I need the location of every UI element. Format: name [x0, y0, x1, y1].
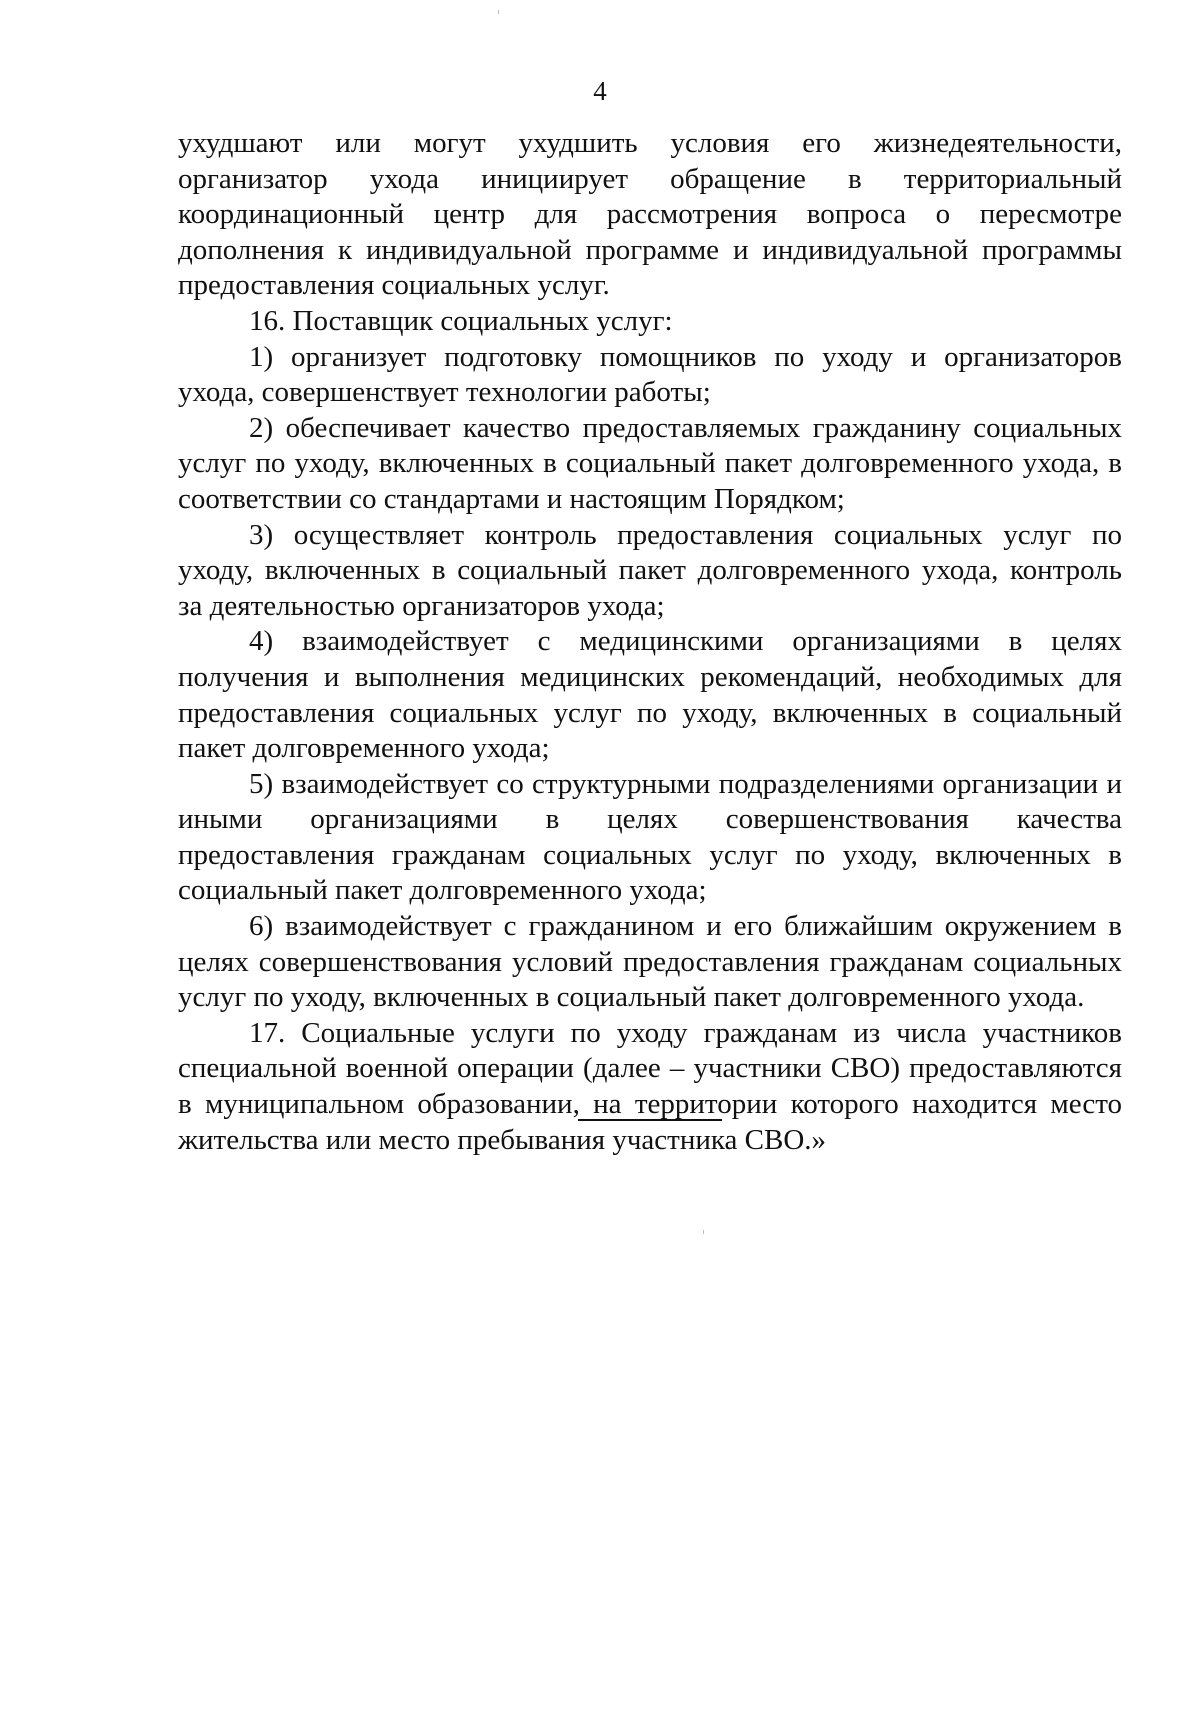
paragraph-subitem-3: 3) осуществляет контроль предоставления социальных услуг по уходу, включенных в социальный пакет долговременного ухода, контроль за деятельностью организаторов ухода; — [178, 518, 1122, 622]
paragraph-item-17: 17. Социальные услуги по уходу гражданам из числа участников специальной военной операции (далее – участники СВО) предоставляются в муниципальном образовании, на территории которого находится место жительства или место пребывания участника СВО.» — [178, 1016, 1122, 1156]
paragraph-subitem-5: 5) взаимодействует со структурными подразделениями организации и иными организациями в целях совершенствования качества предоставления гражданам социальных услуг по уходу, включенных в социальный пакет долговременного ухода; — [178, 767, 1122, 907]
paragraph-item-16: 16. Поставщик социальных услуг: — [249, 304, 673, 337]
scan-speck — [703, 1230, 704, 1234]
scan-speck — [498, 10, 499, 14]
paragraph-subitem-6: 6) взаимодействует с гражданином и его ближайшим окружением в целях совершенствования условий предоставления гражданам социальных услуг по уходу, включенных в социальный пакет долговременного ухода. — [178, 910, 1122, 1014]
paragraph-continuation: ухудшают или могут ухудшить условия его жизнедеятельности, организатор ухода инициирует обращение в территориальный координационный центр для рассмотрения вопроса о пересмотре дополнения к индивидуальной программе и индивидуальной программы предоставления социальных услуг. — [178, 127, 1122, 302]
paragraph-subitem-2: 2) обеспечивает качество предоставляемых гражданину социальных услуг по уходу, включенных в социальный пакет долговременного ухода, в соответствии со стандартами и настоящим Порядком; — [178, 411, 1122, 515]
page-number: 4 — [593, 76, 607, 106]
document-body — [178, 126, 1122, 1158]
closing-rule — [578, 1119, 722, 1121]
paragraph-subitem-1: 1) организует подготовку помощников по уходу и организаторов ухода, совершенствует технологии работы; — [178, 340, 1122, 409]
paragraph-subitem-4: 4) взаимодействует с медицинскими организациями в целях получения и выполнения медицинских рекомендаций, необходимых для предоставления социальных услуг по уходу, включенных в социальный пакет долговременного ухода; — [178, 625, 1122, 765]
